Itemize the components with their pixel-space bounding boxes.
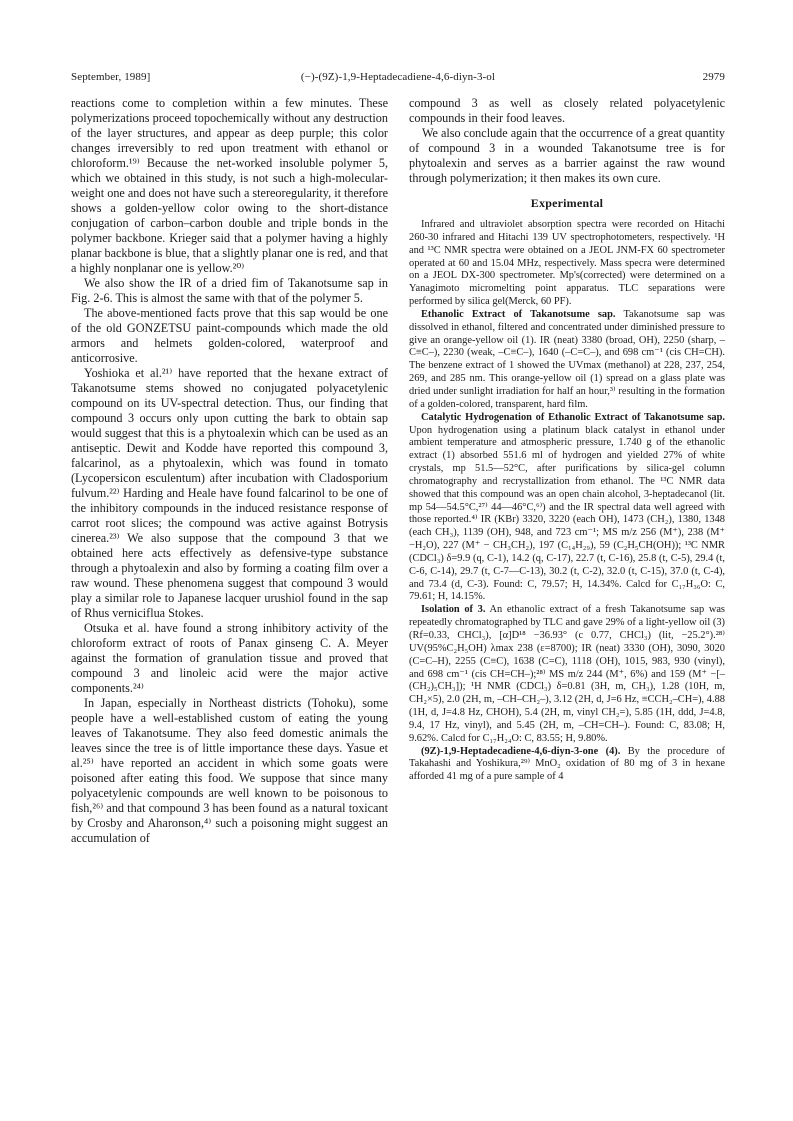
header-date: September, 1989]: [71, 71, 151, 83]
paragraph: We also conclude again that the occurrence of a great quantity of compound 3 in a wounded Takanotsume tree is for phytoalexin and serves as a barrier against the raw wound through polymerization; it then makes its own cure.: [409, 126, 725, 185]
left-column: [71, 96, 388, 846]
header-title: (−)-(9Z)-1,9-Heptadecadiene-4,6-diyn-3-ol: [300, 71, 496, 83]
paragraph: [409, 746, 725, 785]
running-header: [71, 71, 725, 87]
paragraph: Infrared and ultraviolet absorption spectra were recorded on Hitachi 260-30 infrared and Hitachi 139 UV spectrophotometers, respectively. ¹H and ¹³C NMR spectra were obtained on a JEOL JNM-FX 60 spectrometer operated at 60 and 15.04 MHz, respectively. Mass specra were determined on a JEOL DX-300 spectrometer. Mp's(corrected) were determined on a Yanagimoto micromelting point apparatus. TLC separations were performed by silica gel(Merck, 60 PF).: [409, 219, 725, 308]
paragraph-body: Takanotsume sap was dissolved in ethanol, filtered and concentrated under diminished pressure to give an orange-yellow oil (1). IR (neat) 3380 (broad, OH), 2250 (sharp, –C≡C–), 2230 (weak, –C≡C–), 1640 (–C=C–), and 698 cm⁻¹ (cis CH=CH). The benzene extract of 1 showed the UVmax (methanol) at 228, 237, 254, 269, and 285 nm. This orange-yellow oil (1) spread on a glass plate was dried under sunlight irradiation for half an hour,³⁾ resulting in the formation of a golden-colored, transparent, hard film.: [409, 308, 725, 410]
paragraph: The above-mentioned facts prove that this sap would be one of the old GONZETSU paint-compounds which made the old armors and helmets golden-colored, waterproof and anticorrosive.: [71, 306, 388, 365]
run-in-heading: Ethanolic Extract of Takanotsume sap.: [421, 308, 616, 320]
run-in-heading: Isolation of 3.: [421, 604, 486, 616]
experimental-section: [409, 219, 725, 784]
paragraph: Otsuka et al. have found a strong inhibitory activity of the chloroform extract of roots of Panax ginseng C. A. Meyer against the formation of granulation tissue and proved that compound 3 and linoleic acid were the major active components.²⁴⁾: [71, 621, 388, 695]
run-in-heading: (9Z)-1,9-Heptadecadiene-4,6-diyn-3-one (4).: [421, 745, 621, 757]
paragraph: [409, 604, 725, 745]
paragraph-body: By the procedure of Takahashi and Yoshikura,²⁹⁾ MnO₂ oxidation of 80 mg of 3 in hexane afforded 41 mg of a pure sample of 4: [409, 745, 725, 783]
run-in-heading: Catalytic Hydrogenation of Ethanolic Extract of Takanotsume sap.: [421, 411, 725, 423]
paragraph: reactions come to completion within a few minutes. These polymerizations proceed topochemically without any destruction of the layer structures, and appear as deep purple; this color changes irreversibly to red upon treatment with ethanol or chloroform.¹⁹⁾ Because the net-worked insoluble polymer 5, which we obtained in this study, is not such a high-molecular-weight one and does not have such a stereoregularity, it therefore shows a golden-yellow color owing to the short-distance conjugation of carbon–carbon double and triple bonds in the polymer backbone. Krieger said that a polymer having a highly planar backbone is blue, that a slightly planar one is red, and that a highly nonplanar one is yellow.²⁰⁾: [71, 96, 388, 275]
paragraph: [409, 309, 725, 412]
page-number: 2979: [702, 71, 725, 83]
paragraph: In Japan, especially in Northeast districts (Tohoku), some people have a well-established custom of eating the young leaves of Takanotsume. They also feed domestic animals the leaves since the tree is of little importance these days. Yasue et al.²⁵⁾ have reported an accident in which some goats were poisoned after eating this food. We suppose that since many polyacetylenic compounds are well known to be poisonous to fish,²⁶⁾ and that compound 3 has been found as a natural toxicant by Crosby and Aharonson,⁴⁾ such a poisoning might suggest an accumulation of: [71, 696, 388, 845]
paragraph: Yoshioka et al.²¹⁾ have reported that the hexane extract of Takanotsume stems showed no conjugated polyacetylenic compound on its UV-spectral detection. Thus, our finding that compound 3 occurs only upon cutting the bark to obtain sap would suggest that this is a phytoalexin which can be used as an antiseptic. Dewit and Kodde have reported this compound 3, falcarinol, as a phytoalexin, which was found in tomato (Lycopersicon esculentum) after incubation with Cladosporium fulvum.²²⁾ Harding and Heale have found falcarinol to be one of the inhibitory compounds in the induced resistance response of carrot root slices; the compound was active against Botrysis cinerea.²³⁾ We also suppose that the compound 3 that we obtained here acts effectively as defensive-type substance through a phytoalexin and also by forming a coating film over a raw wound. These phenomena suggest that compound 3 would play a similar role to Japanese lacquer urushiol found in the sap of Rhus verniciflua Stokes.: [71, 366, 388, 620]
paragraph: compound 3 as well as closely related polyacetylenic compounds in their food leaves.: [409, 96, 725, 125]
paragraph: [409, 412, 725, 605]
section-title: Experimental: [530, 196, 604, 210]
paragraph: We also show the IR of a dried fim of Takanotsume sap in Fig. 2-6. This is almost the same with that of the polymer 5.: [71, 276, 388, 305]
paragraph-body: Upon hydrogenation using a platinum black catalyst in ethanol under ambient temperature and atmospheric pressure, 1.740 g of the ethanolic extract (1) absorbed 551.6 ml of hydrogen and yielded 27% of white crystals, mp 51.5—52°C, after purifications by silica-gel column chromatography and recrystallization from ethanol. The ¹³C NMR data showed that this compound was an open chain alcohol, 3-heptadecanol (lit. mp 54—54.5°C,²⁷⁾ 44—46°C,⁶⁾) and the IR spectral data well agreed with those reported.⁴⁾ IR (KBr) 3320, 3220 (each OH), 1473 (CH₂), 1380, 1348 (each CH₃), 1139 (OH), 948, and 723 cm⁻¹; MS m/z 256 (M⁺), 238 (M⁺ −H₂O), 227 (M⁺ − CH₃CH₂), 197 (C₁₄H₂₉), 59 (C₂H₅CH(OH)); ¹³C NMR (CDCl₃) δ=9.9 (q, C-1), 14.2 (q, C-17), 22.7 (t, C-16), 25.8 (t, C-5), 29.4 (t, C-6, C-14), 29.7 (t, C-7—C-13), 30.2 (t, C-2), 32.0 (t, C-15), 37.0 (t, C-4), and 73.4 (d, C-3). Found: C, 79.57; H, 14.34%. Calcd for C₁₇H₃₆O: C, 79.61; H, 14.15%.: [409, 424, 725, 603]
right-column: [409, 96, 725, 784]
paragraph-body: An ethanolic extract of a fresh Takanotsume sap was repeatedly chromatographed by TLC and gave 29% of a light-yellow oil (3) (Rf=0.33, CHCl₃), [α]D¹⁸ −36.93° (c 0.77, CHCl₃) (lit, −25.2°).²⁸⁾ UV(95%C₂H₅OH) λmax 238 (ε=8700); IR (neat) 3330 (OH), 3090, 3020 (C=C–H), 2255 (C≡C), 1638 (C=C), 1118 (OH), 1015, 983, 930 (vinyl), and 698 cm⁻¹ (cis CH=CH–);²⁸⁾ MS m/z 244 (M⁺, 6%) and 159 (M⁺ −[–(CH₂)₅CH₃]); ¹H NMR (CDCl₃) δ=0.81 (3H, m, CH₃), 1.28 (10H, m, CH₂×5), 2.0 (2H, m, –CH–CH₂–), 3.12 (2H, d, J=6 Hz, ≡CCH₂–CH=), 4.88 (1H, d, J=4.8 Hz, CHOH), 5.4 (2H, m, vinyl CH₂=), 5.85 (1H, ddd, J=4.8, 9.4, 17 Hz, vinyl), and 5.45 (2H, m, –CH=CH–). Found: C, 83.08; H, 9.62%. Calcd for C₁₇H₂₄O: C, 83.55; H, 9.80%.: [409, 604, 725, 744]
